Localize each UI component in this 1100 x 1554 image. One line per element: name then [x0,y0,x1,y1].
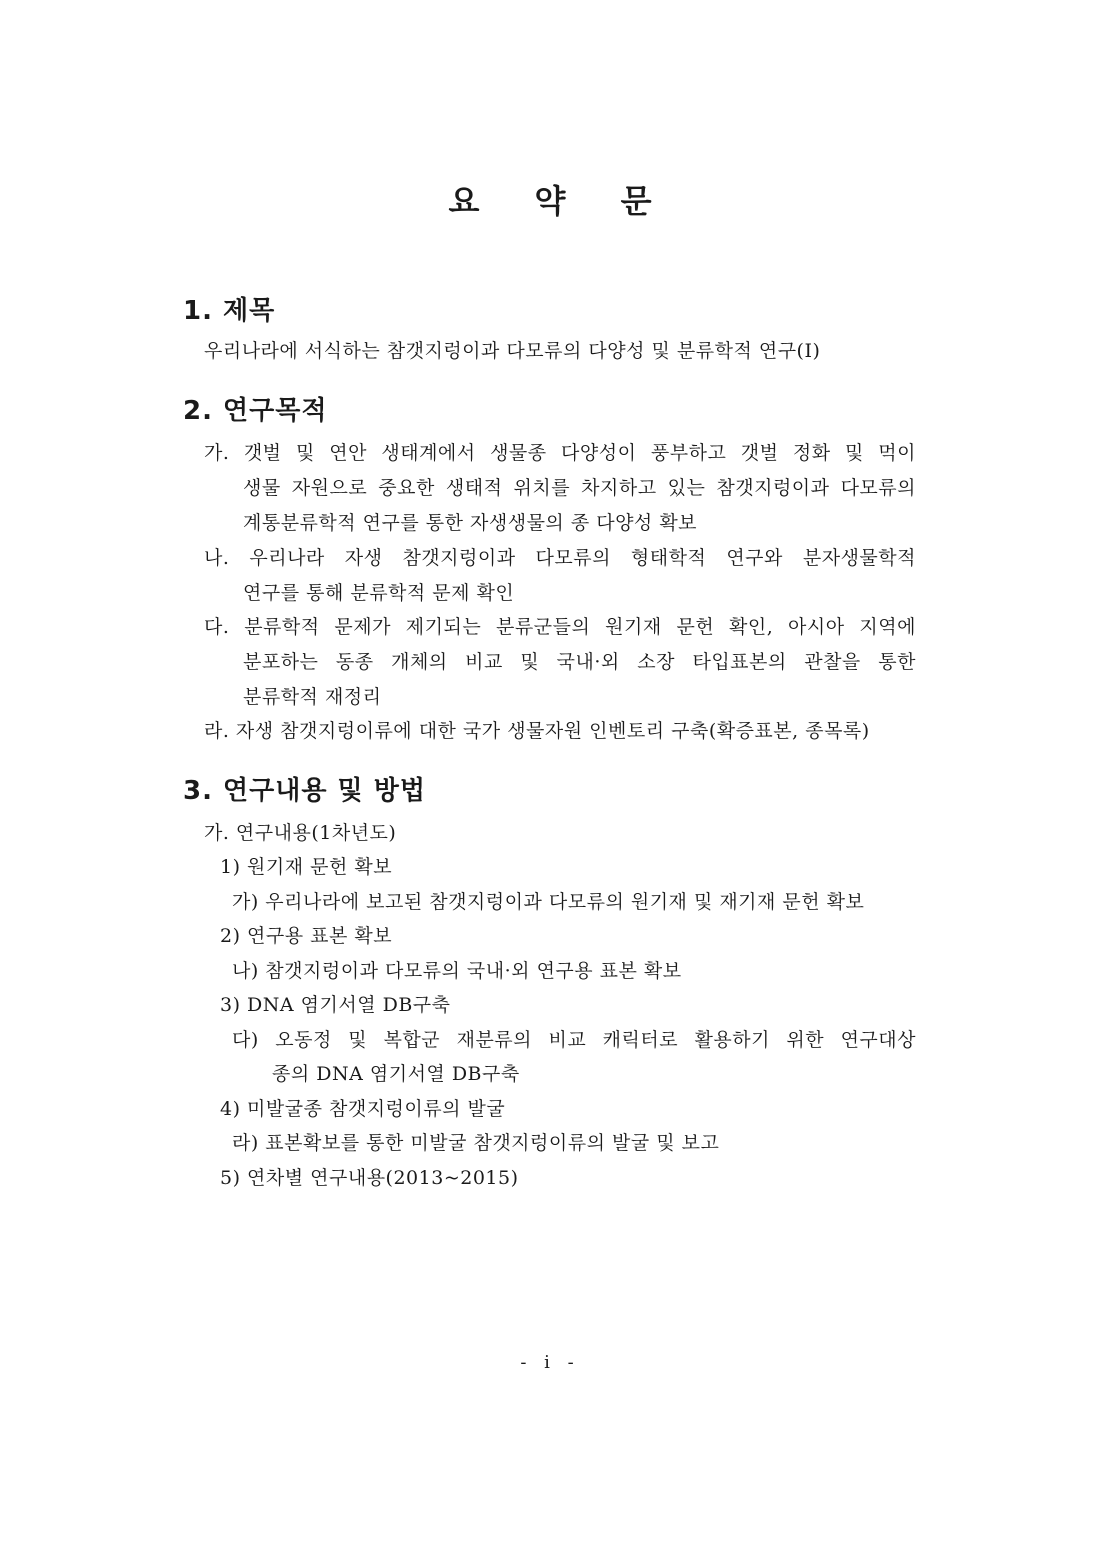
page-title: 요 약 문 [448,182,674,220]
body-line: 다) 오동정 및 복합군 재분류의 비교 캐릭터로 활용하기 위한 연구대상 [232,1029,916,1051]
body-line: 1) 원기재 문헌 확보 [220,856,393,878]
body-line: 라. 자생 참갯지렁이류에 대한 국가 생물자원 인벤토리 구축(확증표본, 종목록) [204,720,870,742]
body-line: 2) 연구용 표본 확보 [220,925,393,947]
page-number: - i - [520,1352,580,1373]
body-line: 우리나라에 서식하는 참갯지렁이과 다모류의 다양성 및 분류학적 연구(I) [204,340,821,362]
section-heading-title: 1. 제목 [183,296,276,326]
body-line: 가) 우리나라에 보고된 참갯지렁이과 다모류의 원기재 및 재기재 문헌 확보 [232,891,865,913]
section-heading-purpose: 2. 연구목적 [183,396,328,426]
body-line: 가. 연구내용(1차년도) [204,822,397,844]
body-line: 종의 DNA 염기서열 DB구축 [272,1063,520,1085]
body-line: 나. 우리나라 자생 참갯지렁이과 다모류의 형태학적 연구와 분자생물학적 [204,547,916,569]
body-line: 나) 참갯지렁이과 다모류의 국내·외 연구용 표본 확보 [232,960,682,982]
body-line: 계통분류학적 연구를 통한 자생생물의 종 다양성 확보 [243,512,698,534]
body-line: 생물 자원으로 중요한 생태적 위치를 차지하고 있는 참갯지렁이과 다모류의 [243,477,916,499]
body-line: 4) 미발굴종 참갯지렁이류의 발굴 [220,1098,506,1120]
body-line: 가. 갯벌 및 연안 생태계에서 생물종 다양성이 풍부하고 갯벌 정화 및 먹이 [204,442,916,464]
body-line: 분포하는 동종 개체의 비교 및 국내·외 소장 타입표본의 관찰을 통한 [243,651,916,673]
body-line: 다. 분류학적 문제가 제기되는 분류군들의 원기재 문헌 확인, 아시아 지역에 [204,616,916,638]
body-line: 3) DNA 염기서열 DB구축 [220,994,451,1016]
body-line: 분류학적 재정리 [243,686,382,708]
body-line: 5) 연차별 연구내용(2013~2015) [220,1167,519,1189]
body-line: 연구를 통해 분류학적 문제 확인 [243,582,515,604]
body-line: 라) 표본확보를 통한 미발굴 참갯지렁이류의 발굴 및 보고 [232,1132,720,1154]
section-heading-methods: 3. 연구내용 및 방법 [183,776,426,806]
